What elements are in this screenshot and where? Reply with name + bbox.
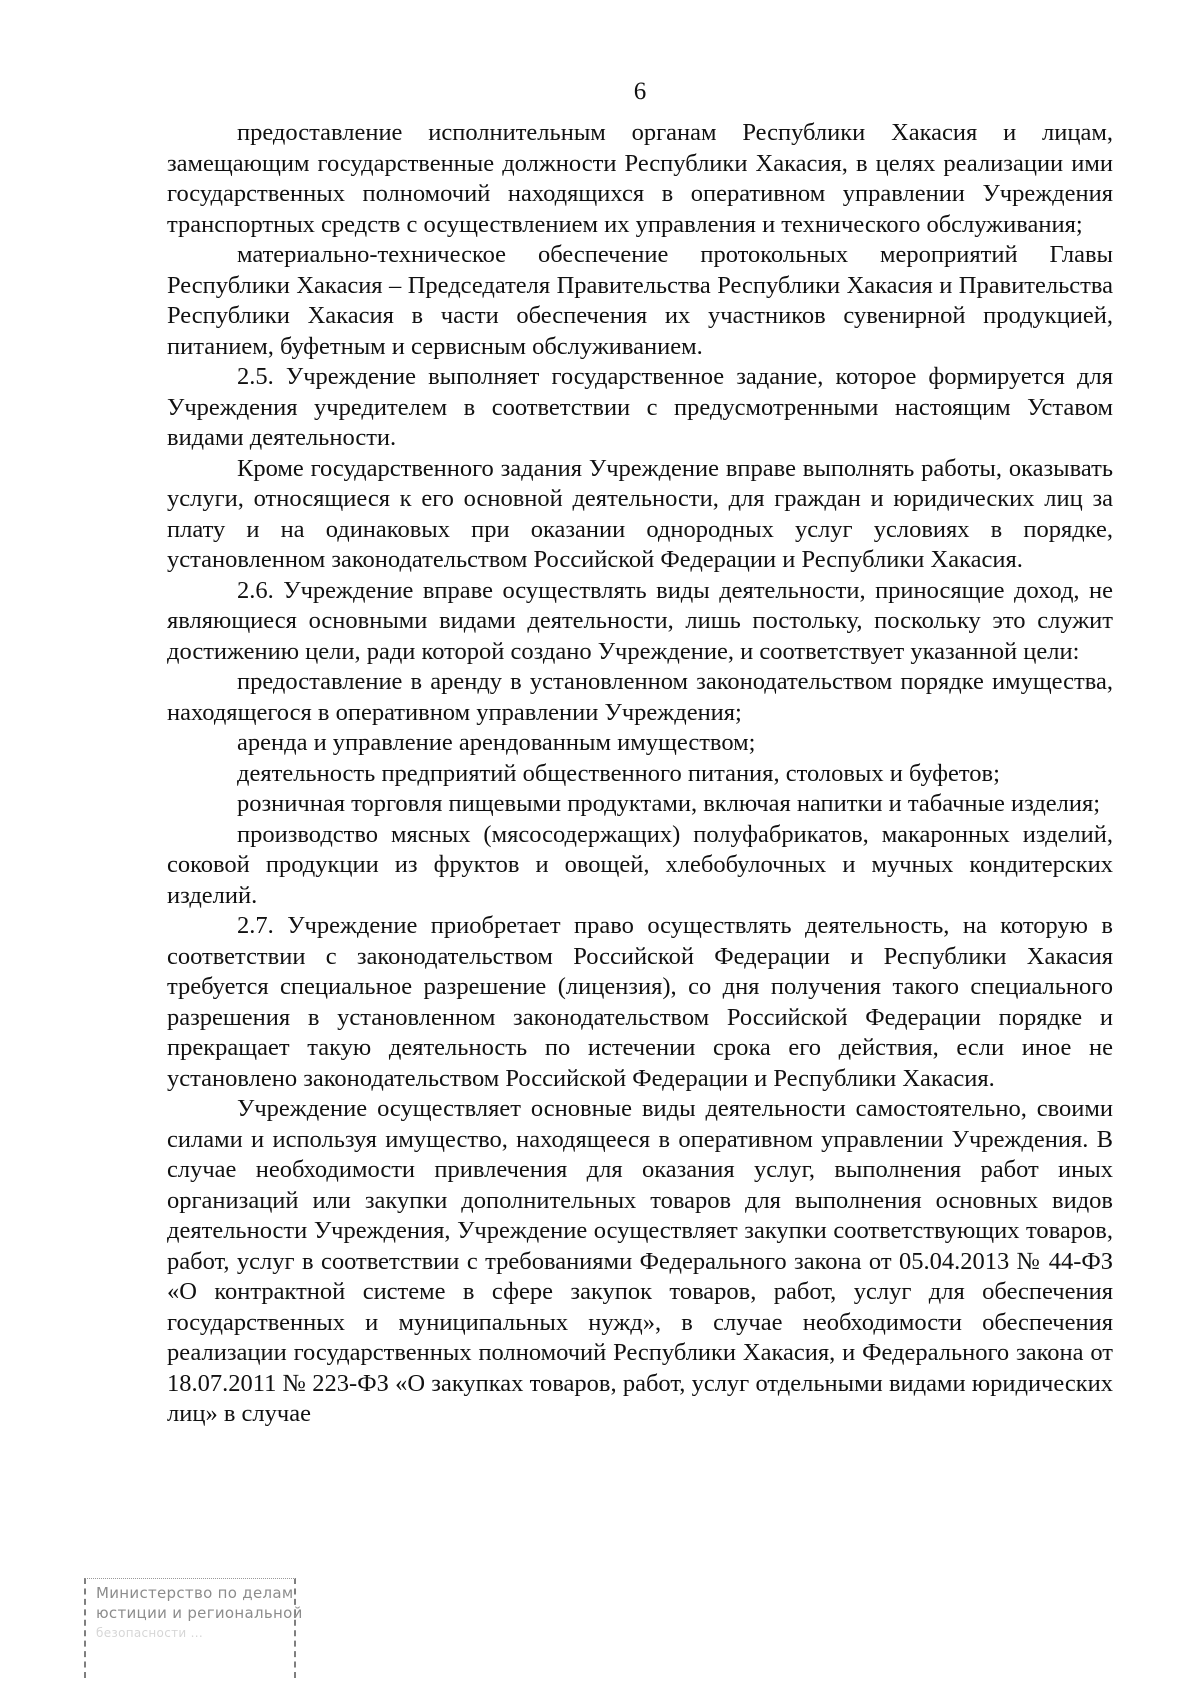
stamp-line: Министерство по делам bbox=[96, 1584, 294, 1602]
paragraph: розничная торговля пищевыми продуктами, включая напитки и табачные изделия; bbox=[237, 790, 1101, 817]
paragraph: аренда и управление арендованным имуществом; bbox=[237, 729, 756, 756]
stamp-line: юстиции и региональной bbox=[96, 1604, 303, 1622]
paragraph: 2.6. Учреждение вправе осуществлять виды деятельности, приносящие доход, не являющиеся основными видами деятельности, лишь постольку, поскольку это служит достижению цели, ради которой создано Учреждение, и соответствует указанной цели: bbox=[167, 576, 1113, 665]
paragraph: производство мясных (мясосодержащих) полуфабрикатов, макаронных изделий, соковой продукции из фруктов и овощей, хлебобулочных и мучных кондитерских изделий. bbox=[167, 820, 1113, 909]
stamp-line: безопасности ... bbox=[96, 1626, 203, 1640]
paragraph: материально-техническое обеспечение протокольных мероприятий Главы Республики Хакасия – Председателя Правительства Республики Хакасия и Правительства Республики Хакасия в части обеспечения их участников сувенирной продукцией, питанием, буфетным и сервисным обслуживанием. bbox=[167, 241, 1113, 360]
paragraph: предоставление в аренду в установленном законодательством порядке имущества, находящегося в оперативном управлении Учреждения; bbox=[167, 668, 1113, 726]
document-body bbox=[167, 118, 1113, 1430]
page-number: 6 bbox=[633, 78, 647, 105]
paragraph: предоставление исполнительным органам Республики Хакасия и лицам, замещающим государственные должности Республики Хакасия, в целях реализации ими государственных полномочий находящихся в оперативном управлении Учреждения транспортных средств с осуществлением их управления и технического обслуживания; bbox=[167, 119, 1113, 238]
paragraph: Учреждение осуществляет основные виды деятельности самостоятельно, своими силами и используя имущество, находящееся в оперативном управлении Учреждения. В случае необходимости привлечения для оказания услуг, выполнения работ иных организаций или закупки дополнительных товаров для выполнения основных видов деятельности Учреждения, Учреждение осуществляет закупки соответствующих товаров, работ, услуг в соответствии с требованиями Федерального закона от 05.04.2013 № 44-ФЗ «О контрактной системе в сфере закупок товаров, работ, услуг для обеспечения государственных и муниципальных нужд», в случае необходимости обеспечения реализации государственных полномочий Республики Хакасия, и Федерального закона от 18.07.2011 № 223-ФЗ «О закупках товаров, работ, услуг отдельными видами юридических лиц» в случае bbox=[167, 1095, 1113, 1427]
ministry-stamp bbox=[84, 1578, 303, 1678]
paragraph: деятельность предприятий общественного питания, столовых и буфетов; bbox=[237, 759, 1000, 787]
paragraph: 2.7. Учреждение приобретает право осуществлять деятельность, на которую в соответствии с законодательством Российской Федерации и Республики Хакасия требуется специальное разрешение (лицензия), со дня получения такого специального разрешения в установленном законодательством Российской Федерации порядке и прекращает такую деятельность по истечении срока его действия, если иное не установлено законодательством Российской Федерации и Республики Хакасия. bbox=[167, 912, 1113, 1092]
paragraph: 2.5. Учреждение выполняет государственное задание, которое формируется для Учреждения учредителем в соответствии с предусмотренными настоящим Уставом видами деятельности. bbox=[167, 363, 1113, 451]
paragraph: Кроме государственного задания Учреждение вправе выполнять работы, оказывать услуги, относящиеся к его основной деятельности, для граждан и юридических лиц за плату и на одинаковых при оказании однородных услуг условиях в порядке, установленном законодательством Российской Федерации и Республики Хакасия. bbox=[167, 454, 1113, 573]
